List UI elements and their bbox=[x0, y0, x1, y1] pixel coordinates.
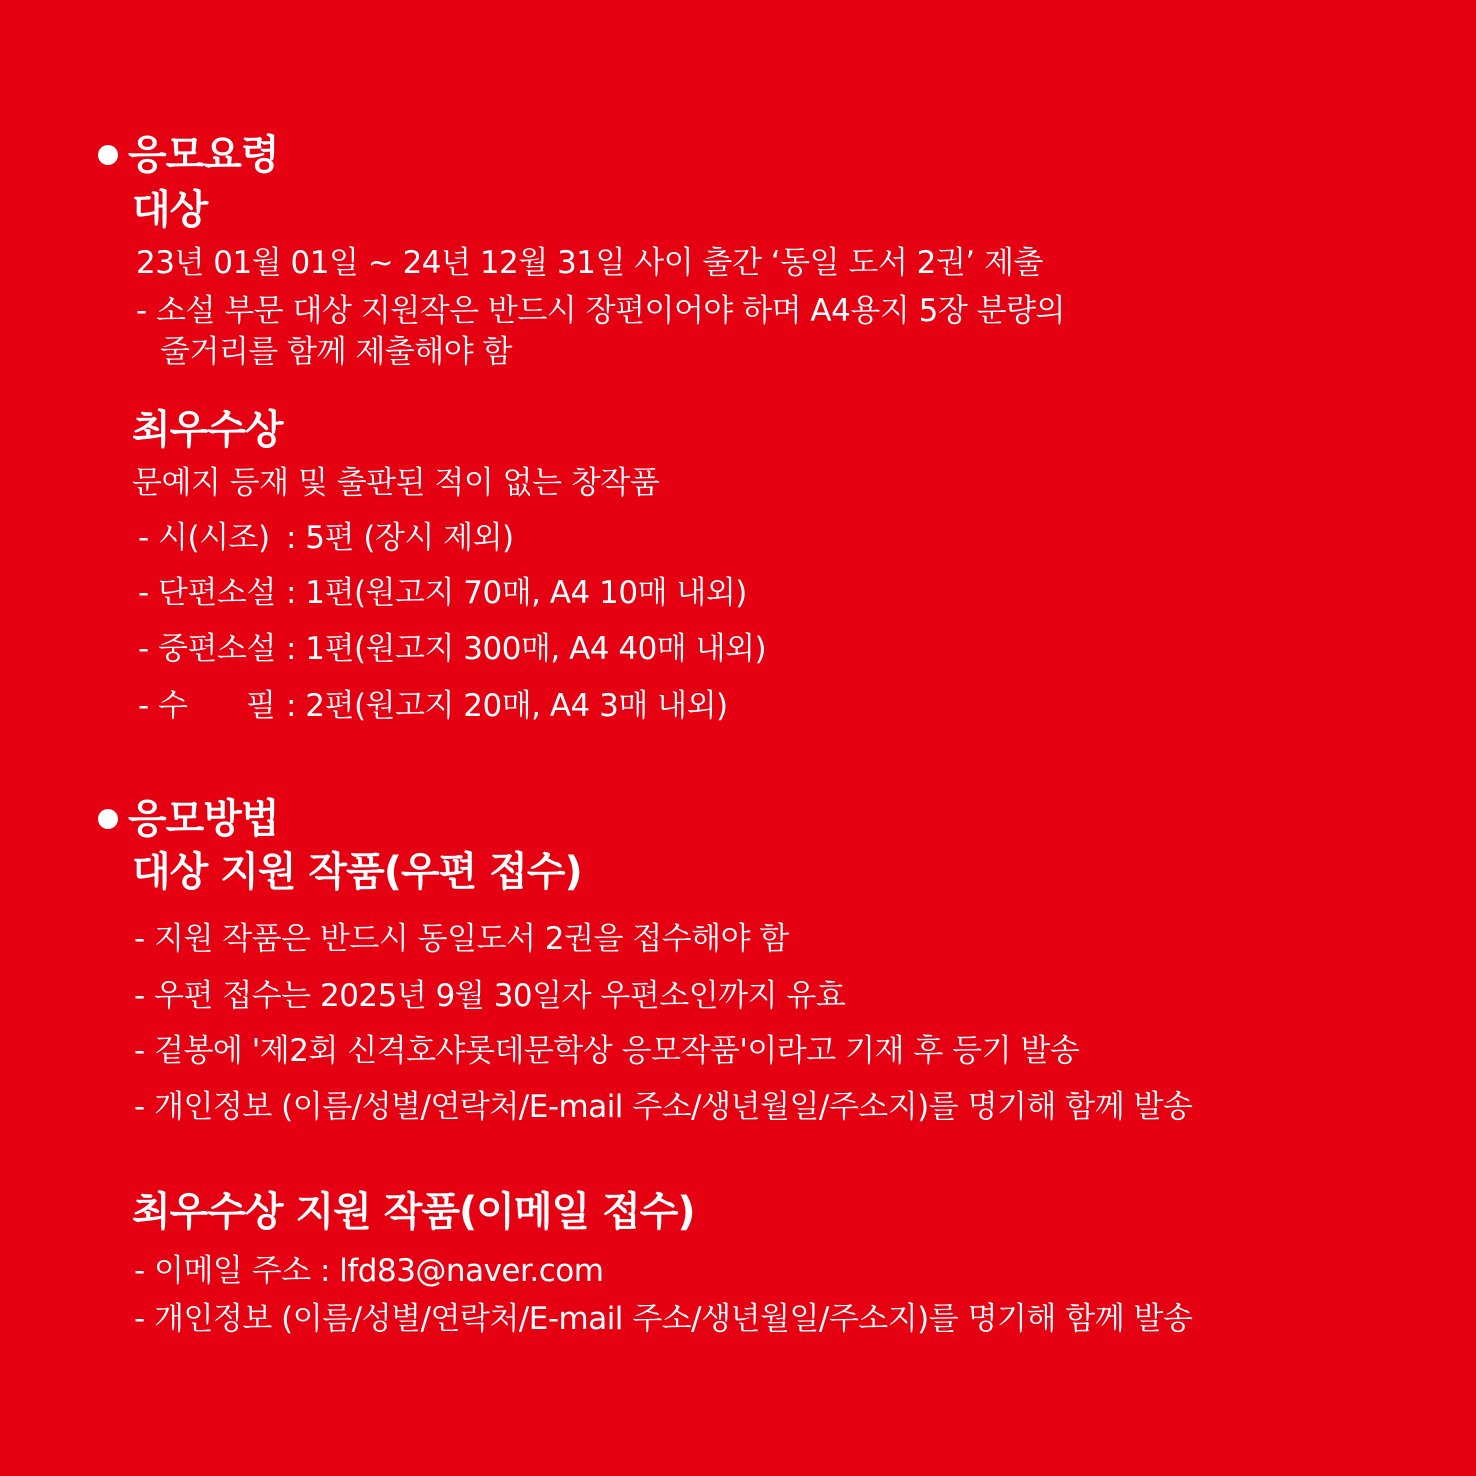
excellence-title: 최우수상 bbox=[132, 407, 283, 453]
list-item-essay-label-a: - 수 bbox=[138, 688, 188, 724]
section-heading-application-guidelines: 응모요령 bbox=[128, 132, 279, 178]
postal-item-3: - 겉봉에 '제2회 신격호샤롯데문학상 응모작품'이라고 기재 후 등기 발송 bbox=[134, 1033, 1080, 1069]
list-item-poetry-label: - 시(시조) bbox=[138, 520, 270, 556]
target-line-1: 23년 01월 01일 ~ 24년 12월 31일 사이 출간 ‘동일 도서 2권’ 제출 bbox=[136, 245, 1043, 281]
list-item-short-story-value: : 1편(원고지 70매, A4 10매 내외) bbox=[286, 575, 747, 611]
email-item-2: - 개인정보 (이름/성별/연락처/E-mail 주소/생년월일/주소지)를 명기해 함께 발송 bbox=[134, 1301, 1193, 1337]
postal-item-4: - 개인정보 (이름/성별/연락처/E-mail 주소/생년월일/주소지)를 명기해 함께 발송 bbox=[134, 1089, 1193, 1125]
list-item-novella-value: : 1편(원고지 300매, A4 40매 내외) bbox=[286, 631, 767, 667]
list-item-essay-value: : 2편(원고지 20매, A4 3매 내외) bbox=[286, 688, 728, 724]
section-heading-application-method: 응모방법 bbox=[128, 796, 279, 842]
bullet-icon bbox=[98, 145, 118, 165]
postal-item-2: - 우편 접수는 2025년 9월 30일자 우편소인까지 유효 bbox=[134, 978, 846, 1014]
postal-item-1: - 지원 작품은 반드시 동일도서 2권을 접수해야 함 bbox=[134, 921, 789, 957]
email-item-1: - 이메일 주소 : lfd83@naver.com bbox=[134, 1253, 604, 1289]
excellence-line-1: 문예지 등재 및 출판된 적이 없는 창작품 bbox=[132, 465, 660, 501]
target-line-2: - 소설 부문 대상 지원작은 반드시 장편이어야 하며 A4용지 5장 분량의 bbox=[136, 293, 1065, 329]
email-title: 최우수상 지원 작품(이메일 접수) bbox=[132, 1189, 695, 1235]
list-item-essay-label-b: 필 bbox=[246, 688, 276, 724]
bullet-icon bbox=[98, 809, 118, 829]
target-line-3: 줄거리를 함께 제출해야 함 bbox=[160, 334, 512, 370]
list-item-poetry-value: : 5편 (장시 제외) bbox=[286, 520, 514, 556]
list-item-short-story-label: - 단편소설 bbox=[138, 575, 276, 611]
postal-title: 대상 지원 작품(우편 접수) bbox=[132, 849, 582, 895]
target-title: 대상 bbox=[132, 187, 208, 233]
list-item-novella-label: - 중편소설 bbox=[138, 631, 276, 667]
